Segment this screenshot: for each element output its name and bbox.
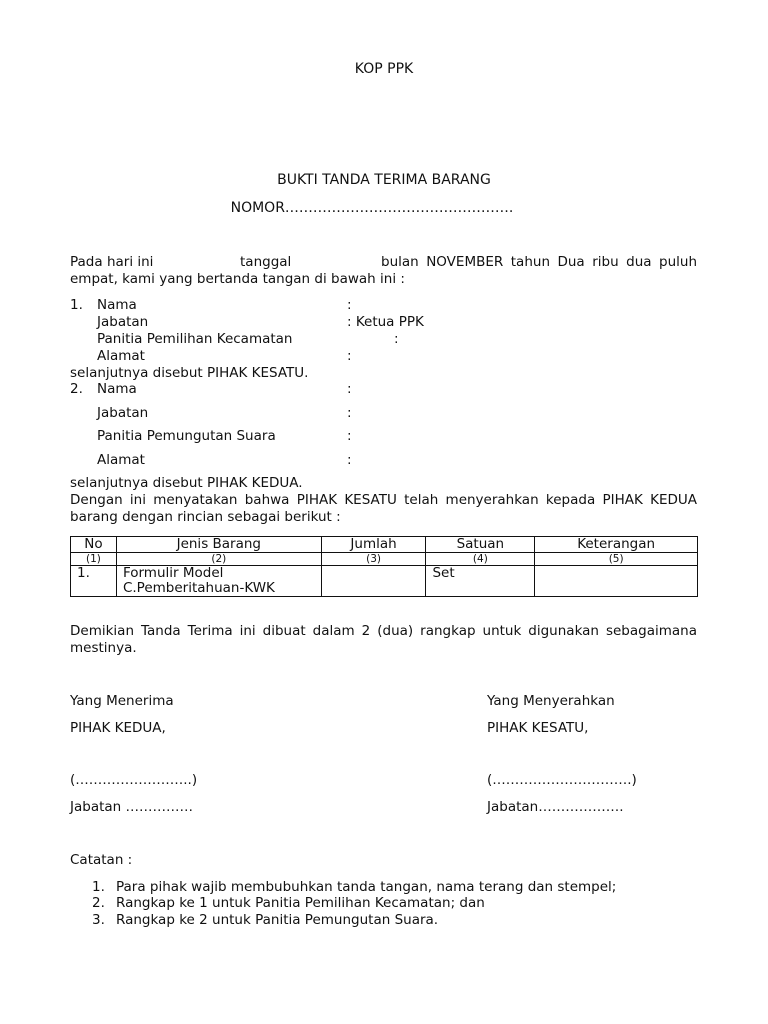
numbering-2: (2) <box>116 553 321 566</box>
intro-part-hari: Pada hari ini <box>70 254 154 270</box>
party-2-suffix: selanjutnya disebut PIHAK KEDUA. <box>70 475 303 491</box>
party-1-panitia-colon: : <box>394 331 399 347</box>
cell-jenis-line-1: Formulir Model <box>122 565 224 581</box>
cell-satuan: Set <box>426 566 535 597</box>
cell-no: 1. <box>71 566 117 597</box>
numbering-3: (3) <box>321 553 426 566</box>
party-2-number: 2. <box>70 381 83 397</box>
party-2-panitia-colon: : <box>347 428 352 444</box>
cell-jenis-line-2: C.Pemberitahuan-KWK <box>122 580 275 596</box>
statement-line-2: barang dengan rincian sebagai berikut : <box>70 509 341 525</box>
party-1-alamat-label: Alamat <box>97 348 145 364</box>
kop-header: KOP PPK <box>354 61 414 77</box>
note-number: 2. <box>92 895 105 911</box>
party-2-nama-label: Nama <box>97 381 137 397</box>
cell-keterangan <box>535 566 698 597</box>
party-1-number: 1. <box>70 297 83 313</box>
closing-line-1: Demikian Tanda Terima ini dibuat dalam 2 (dua) rangkap untuk digunakan sebagaimana <box>70 623 697 639</box>
table-row <box>71 566 698 597</box>
party-1-suffix: selanjutnya disebut PIHAK KESATU. <box>70 365 309 381</box>
signature-right-name: (………………………….) <box>487 772 637 788</box>
signature-right-jabatan: Jabatan………………. <box>487 799 624 815</box>
signature-left-jabatan: Jabatan …………… <box>70 799 194 815</box>
signature-left-party: PIHAK KEDUA, <box>70 720 166 736</box>
numbering-4: (4) <box>426 553 535 566</box>
numbering-5: (5) <box>535 553 698 566</box>
items-table <box>70 536 698 597</box>
party-1-panitia-label: Panitia Pemilihan Kecamatan <box>97 331 293 347</box>
statement-line-1: Dengan ini menyatakan bahwa PIHAK KESATU telah menyerahkan kepada PIHAK KEDUA <box>70 492 697 508</box>
party-1-jabatan-label: Jabatan <box>97 314 149 330</box>
signature-right-party: PIHAK KESATU, <box>487 720 589 736</box>
header-satuan: Satuan <box>426 537 535 553</box>
party-2-alamat-colon: : <box>347 452 352 468</box>
intro-part-bulan: bulan NOVEMBER tahun Dua ribu dua puluh <box>381 254 697 270</box>
numbering-1: (1) <box>71 553 117 566</box>
cell-jumlah <box>321 566 426 597</box>
note-text: Para pihak wajib membubuhkan tanda tangan, nama terang dan stempel; <box>116 879 617 895</box>
document-title: BUKTI TANDA TERIMA BARANG <box>277 172 491 188</box>
signature-left-role: Yang Menerima <box>70 693 174 709</box>
header-no: No <box>71 537 117 553</box>
header-jumlah: Jumlah <box>321 537 426 553</box>
party-1-nama-colon: : <box>347 297 352 313</box>
table-numbering-row <box>71 553 698 566</box>
signature-left-name: (……………………..) <box>70 772 198 788</box>
party-1-nama-label: Nama <box>97 297 137 313</box>
cell-jenis-barang <box>116 566 321 597</box>
party-2-jabatan-colon: : <box>347 405 352 421</box>
party-2-alamat-label: Alamat <box>97 452 145 468</box>
note-text: Rangkap ke 1 untuk Panitia Pemilihan Kecamatan; dan <box>116 895 485 911</box>
notes-heading: Catatan : <box>70 852 133 868</box>
party-1-alamat-colon: : <box>347 348 352 364</box>
note-number: 1. <box>92 879 105 895</box>
header-keterangan: Keterangan <box>535 537 698 553</box>
party-2-panitia-label: Panitia Pemungutan Suara <box>97 428 276 444</box>
table-header-row <box>71 537 698 553</box>
note-number: 3. <box>92 912 105 928</box>
party-2-nama-colon: : <box>347 381 352 397</box>
party-2-jabatan-label: Jabatan <box>97 405 149 421</box>
intro-line-2: empat, kami yang bertanda tangan di bawah ini : <box>70 271 405 287</box>
header-jenis-barang: Jenis Barang <box>116 537 321 553</box>
intro-part-tanggal: tanggal <box>240 254 292 270</box>
document-number: NOMOR…………………………………………. <box>230 200 514 216</box>
closing-line-2: mestinya. <box>70 640 137 656</box>
note-text: Rangkap ke 2 untuk Panitia Pemungutan Suara. <box>116 912 439 928</box>
party-1-jabatan-value: : Ketua PPK <box>347 314 424 330</box>
signature-right-role: Yang Menyerahkan <box>487 693 615 709</box>
